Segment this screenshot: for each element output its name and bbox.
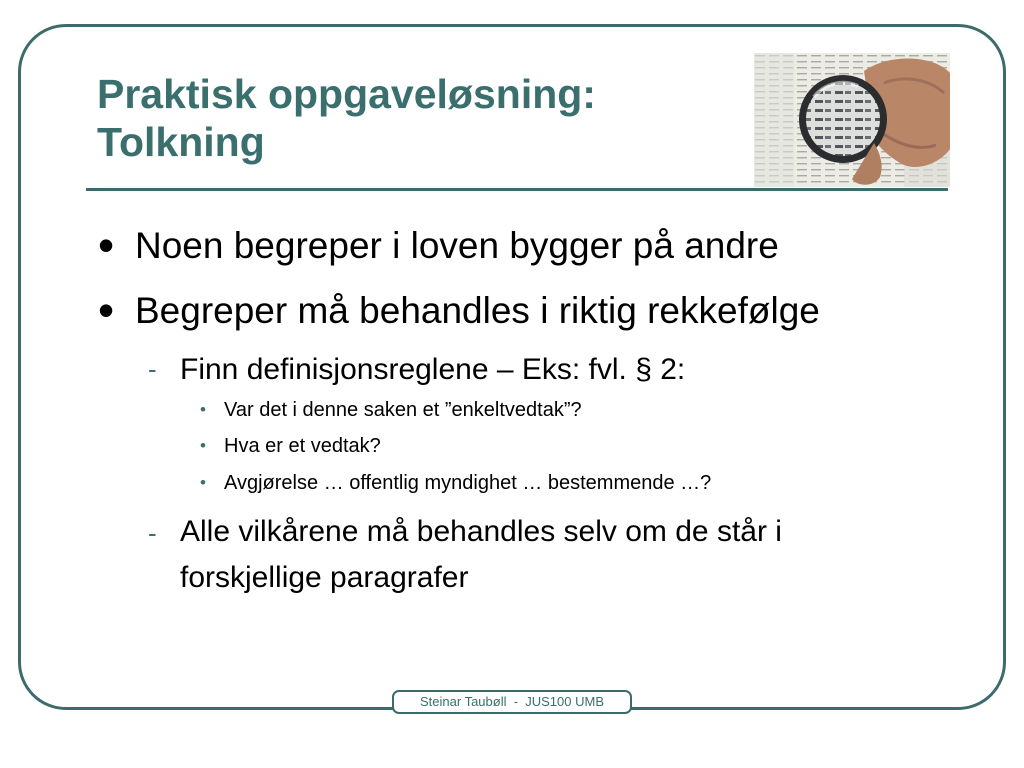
footer-text: Steinar Taubøll - JUS100 UMB (420, 694, 604, 709)
sub-sub-item: Hva er et vedtak? (224, 435, 381, 457)
slide-title-line1: Praktisk oppgaveløsning: (97, 71, 596, 117)
slide-title (97, 70, 757, 166)
sub-item-line: forskjellige paragrafer (180, 561, 469, 594)
title-divider (86, 188, 948, 191)
sub-item-line: Alle vilkårene må behandles selv om de står i (180, 515, 782, 548)
sub-sub-item: Avgjørelse … offentlig myndighet … bestemmende …? (224, 472, 712, 494)
sub-bullet-dash: - (148, 354, 157, 384)
bullet-item: Begreper må behandles i riktig rekkefølge (135, 290, 820, 331)
magnifying-glass-newspaper-image (754, 53, 950, 187)
bullet-dot: • (98, 219, 115, 271)
sub-sub-bullet-dot: • (200, 473, 206, 492)
slide-title-line2: Tolkning (97, 119, 265, 165)
magnifier-photo-icon (754, 53, 950, 187)
sub-item: Finn definisjonsreglene – Eks: fvl. § 2: (180, 353, 686, 386)
bullet-dot: • (98, 284, 115, 336)
bullet-item: Noen begreper i loven bygger på andre (135, 225, 779, 266)
sub-sub-bullet-dot: • (200, 436, 206, 455)
footer-label (392, 690, 632, 714)
sub-sub-bullet-dot: • (200, 400, 206, 419)
sub-bullet-dash: - (148, 518, 157, 548)
sub-sub-item: Var det i denne saken et ”enkeltvedtak”? (224, 399, 582, 421)
